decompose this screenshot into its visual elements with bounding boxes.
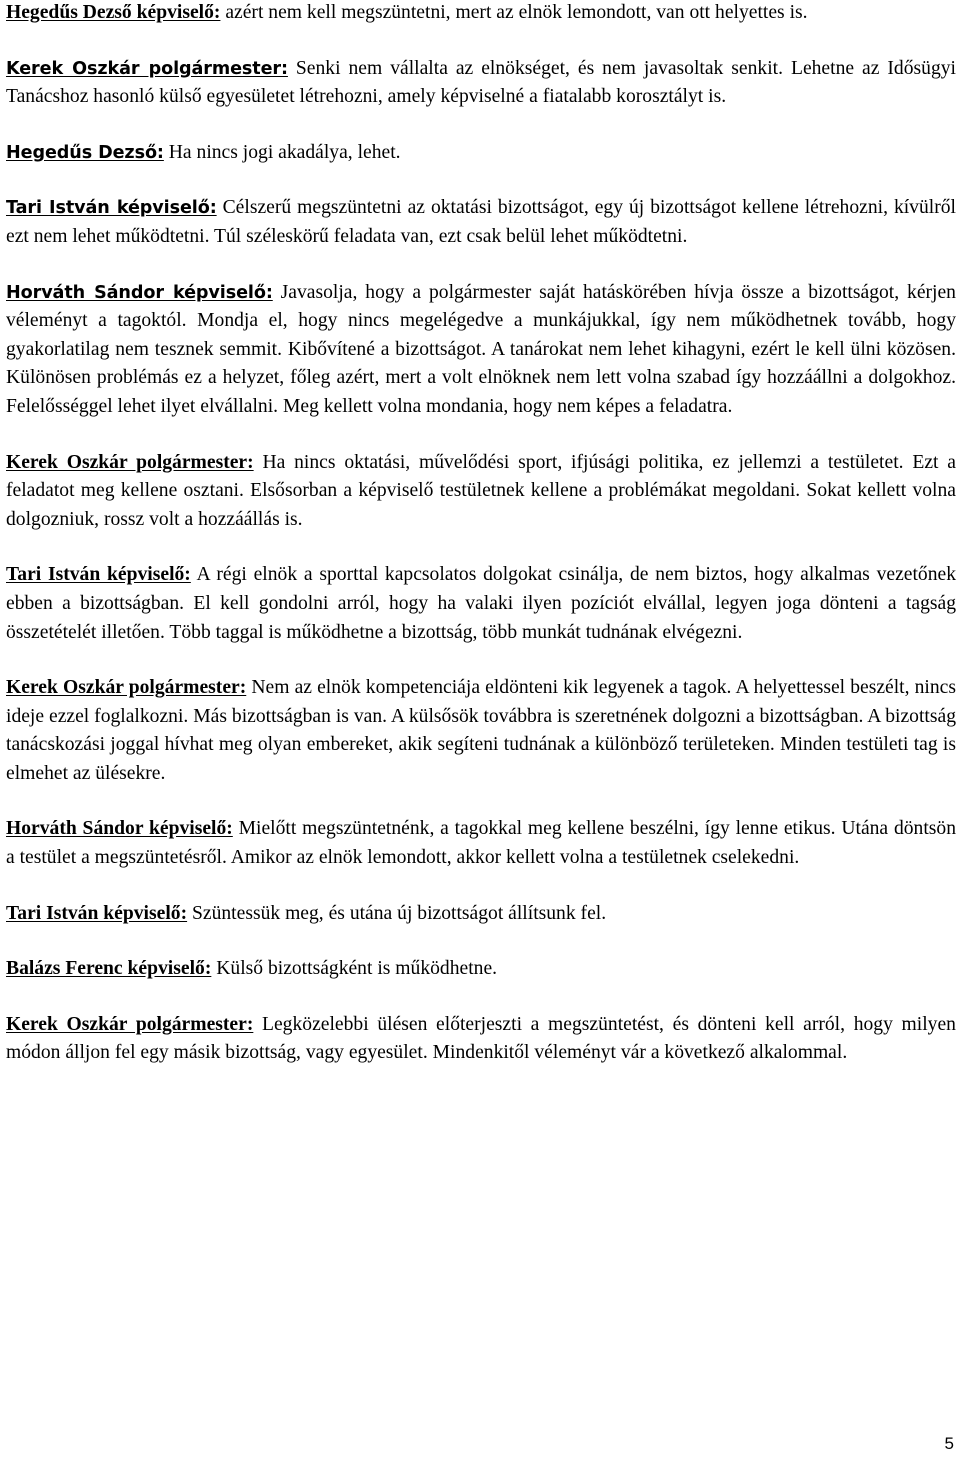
paragraph-7 (6, 561, 956, 647)
paragraph-text: azért nem kell megszüntetni, mert az elnök lemondott, van ott helyettes is. (220, 2, 808, 23)
paragraph-10 (6, 900, 956, 929)
speaker-name: Kerek Oszkár polgármester: (6, 58, 288, 79)
paragraph-9 (6, 815, 956, 872)
paragraph-2 (6, 55, 956, 112)
speaker-name: Horváth Sándor képviselő: (6, 282, 273, 303)
speaker-name: Tari István képviselő: (6, 198, 217, 219)
paragraph-text: Nem az elnök kompetenciája eldönteni kik legyenek a tagok. A helyettessel beszélt, nincs ideje ezzel foglalkozni. Más bizottságban is van. A külsősök továbbra is szeretnének dolgozni a bizottságban. A bizottság tanácskozási joggal hívhat meg olyan embereket, akik segíteni tudnának a különböző területeken. Minden testületi tag is elmehet az ülésekre. (6, 677, 956, 784)
speaker-name: Hegedűs Dezső: (6, 142, 164, 163)
paragraph-8 (6, 674, 956, 788)
paragraph-12 (6, 1011, 956, 1068)
paragraph-4 (6, 194, 956, 251)
paragraph-3 (6, 139, 956, 168)
paragraph-text: Javasolja, hogy a polgármester saját hatáskörében hívja össze a bizottságot, kérjen véleményt a tagoktól. Mondja el, hogy nincs megelégedve a munkájukkal, így nem működhetnek tovább, hogy gyakorlatilag nem tesznek semmit. Kibővítené a bizottságot. A tanárokat nem lehet kihagyni, ezért le kell ülni közösen. Különösen problémás ez a helyzet, főleg azért, mert a volt elnöknek nem lett volna szabad így hozzáállni a dolgokhoz. Felelősséggel lehet ilyet elvállalni. Meg kellett volna mondania, hogy nem képes a feladatra. (6, 281, 956, 417)
paragraph-text: Külső bizottságként is működhetne. (211, 958, 498, 980)
paragraph-text: Szüntessük meg, és utána új bizottságot állítsunk fel. (187, 902, 607, 924)
speaker-name: Hegedűs Dezső képviselő: (6, 2, 221, 23)
page-number: 5 (944, 1434, 954, 1453)
paragraph-1 (6, 0, 956, 28)
speaker-name: Horváth Sándor képviselő: (6, 818, 233, 840)
speaker-name: Kerek Oszkár polgármester: (6, 451, 254, 473)
paragraph-11 (6, 955, 956, 984)
paragraph-text: A régi elnök a sporttal kapcsolatos dolgokat csinálja, de nem biztos, hogy alkalmas vezetőnek ebben a bizottságban. El kell gondolni arról, hogy ha valaki ilyen pozíciót elvállal, legyen joga dönteni a tagság összetételét illetően. Több taggal is működhetne a bizottság, több munkát tudnának elvégezni. (6, 564, 956, 643)
paragraph-text: Célszerű megszüntetni az oktatási bizottságot, egy új bizottságot kellene létrehozni, kívülről ezt nem lehet működtetni. Túl széleskörű feladata van, ezt csak belül lehet működtetni. (6, 197, 956, 247)
speaker-name: Tari István képviselő: (6, 902, 188, 924)
paragraph-text: Ha nincs jogi akadálya, lehet. (163, 141, 401, 163)
paragraph-6 (6, 449, 956, 535)
speaker-name: Kerek Oszkár polgármester: (6, 1013, 254, 1035)
speaker-name: Tari István képviselő: (6, 564, 191, 586)
speaker-name: Balázs Ferenc képviselő: (6, 958, 212, 980)
document-page (6, 0, 956, 1095)
paragraph-text: Mielőtt megszüntetnénk, a tagokkal meg kellene beszélni, így lenne etikus. Utána döntsön a testület a megszüntetésről. Amikor az elnök lemondott, akkor kellett volna a testületnek cselekedni. (6, 818, 956, 869)
paragraph-5 (6, 279, 956, 422)
paragraph-text: Senki nem vállalta az elnökséget, és nem javasoltak senkit. Lehetne az Idősügyi Tanácshoz hasonló külső egyesületet létrehozni, amely képviselné a fiatalabb korosztályt is. (6, 57, 956, 108)
paragraph-text: Ha nincs oktatási, művelődési sport, ifjúsági politika, ez jellemzi a testületet. Ezt a feladatot meg kellene osztani. Elsősorban a képviselő testületnek kellene a problémákat megoldani. Sokat kellett volna dolgozniuk, rossz volt a hozzáállás is. (6, 451, 956, 530)
paragraph-text: Legközelebbi ülésen előterjeszti a megszüntetést, és dönteni kell arról, hogy milyen módon álljon fel egy másik bizottság, vagy egyesület. Mindenkitől véleményt vár a következő alkalommal. (6, 1013, 956, 1064)
speaker-name: Kerek Oszkár polgármester: (6, 677, 247, 699)
